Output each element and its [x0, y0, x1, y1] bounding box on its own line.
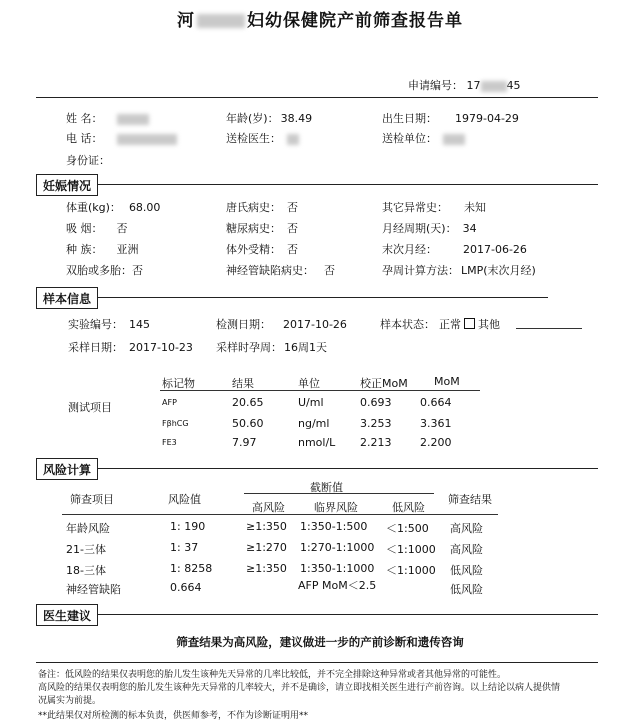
- redacted-hospital-name: [197, 14, 245, 28]
- table-row: AFP: [162, 398, 177, 407]
- lmp-field: 末次月经： 2017-06-26: [382, 243, 527, 256]
- risk-table-rule: [62, 514, 498, 515]
- referring-doctor: 送检医生：: [226, 130, 299, 146]
- patient-id: 身份证：: [66, 154, 110, 167]
- col-unit: 单位: [298, 377, 320, 390]
- test-items-label: 测试项目: [68, 401, 112, 414]
- col-high-risk: 高风险: [252, 501, 285, 514]
- col-screen-result: 筛查结果: [448, 493, 492, 506]
- col-cutoff: 截断值: [310, 481, 343, 494]
- doctor-advice: 筛查结果为高风险，建议做进一步的产前诊断和遗传咨询: [176, 635, 464, 649]
- sample-status: 样本状态： 正常 其他: [380, 318, 500, 331]
- smoking-field: 吸 烟： 否: [66, 222, 128, 235]
- ivf-field: 体外受精： 否: [226, 243, 298, 256]
- test-date: 检测日期： 2017-10-26: [216, 318, 347, 331]
- collection-date: 采样日期： 2017-10-23: [68, 341, 193, 354]
- notes-divider: [36, 662, 598, 663]
- table-row: 21-三体: [66, 543, 106, 556]
- pregnancy-section-line: [36, 184, 598, 185]
- footer-disclaimer: **此结果仅对所检测的标本负责，供医师参考，不作为诊断证明用**: [38, 711, 309, 721]
- col-low-risk: 低风险: [392, 501, 425, 514]
- table-row: 年龄风险: [66, 522, 110, 535]
- col-risk-value: 风险值: [168, 493, 201, 506]
- menstrual-cycle-field: 月经周期(天)： 34: [382, 222, 477, 235]
- col-result: 结果: [232, 377, 254, 390]
- redacted-number: [481, 81, 507, 92]
- gestational-age: 采样时孕周： 16周1天: [216, 341, 327, 354]
- patient-name: 姓 名：: [66, 110, 149, 126]
- weight-field: 体重(kg)： 68.00: [66, 201, 161, 214]
- header-divider: [36, 97, 598, 98]
- col-borderline-risk: 临界风险: [314, 501, 358, 514]
- col-screen-item: 筛查项目: [70, 493, 114, 506]
- race-field: 种 族： 亚洲: [66, 243, 139, 256]
- experiment-number: 实验编号： 145: [68, 318, 150, 331]
- sample-section-line: [36, 297, 548, 298]
- down-history-field: 唐氏病史： 否: [226, 201, 298, 214]
- ga-method-field: 孕周计算方法： LMP(末次月经): [382, 264, 536, 277]
- notes-block: 备注：低风险的结果仅表明您的胎儿发生该种先天异常的几率比较低，并不完全排除这种异常或者其他异常的可能性。 高风险的结果仅表明您的胎儿发生该种先天异常的几率较大，并不是确诊，请立即找相关医生进行产前咨询。以上结论以病人提供情况属实为前提。: [38, 670, 561, 706]
- table-row: 18-三体: [66, 564, 106, 577]
- table-row: FβhCG: [162, 419, 189, 428]
- title-text: 妇幼保健院产前筛查报告单: [247, 11, 463, 31]
- patient-age: 年龄(岁)： 38.49: [226, 112, 313, 125]
- col-corrected-mom: 校正MoM: [360, 377, 408, 390]
- advice-section-title: 医生建议: [36, 604, 98, 626]
- referring-unit: 送检单位：: [382, 130, 465, 146]
- col-marker: 标记物: [162, 377, 195, 390]
- table-row: 神经管缺陷: [66, 583, 121, 596]
- patient-phone: 电 话：: [66, 130, 177, 146]
- risk-section-title: 风险计算: [36, 458, 98, 480]
- cutoff-rule: [244, 493, 434, 494]
- table-row: FE3: [162, 438, 177, 447]
- report-title: [0, 6, 640, 31]
- col-mom: MoM: [434, 375, 460, 388]
- other-checkbox: [464, 318, 475, 329]
- pregnancy-section-title: 妊娠情况: [36, 174, 98, 196]
- other-underline: [516, 328, 582, 329]
- marker-table-rule: [160, 390, 480, 391]
- risk-section-line: [36, 468, 598, 469]
- ntd-history-field: 神经管缺陷病史： 否: [226, 264, 335, 277]
- other-abnormal-field: 其它异常史： 未知: [382, 201, 486, 214]
- application-number: 申请编号： 17 45: [408, 79, 521, 92]
- advice-section-line: [36, 614, 598, 615]
- patient-dob: 出生日期： 1979-04-29: [382, 112, 519, 125]
- twins-field: 双胎或多胎：否: [66, 264, 143, 277]
- diabetes-field: 糖尿病史： 否: [226, 222, 298, 235]
- sample-section-title: 样本信息: [36, 287, 98, 309]
- title-prefix: 河: [177, 11, 195, 31]
